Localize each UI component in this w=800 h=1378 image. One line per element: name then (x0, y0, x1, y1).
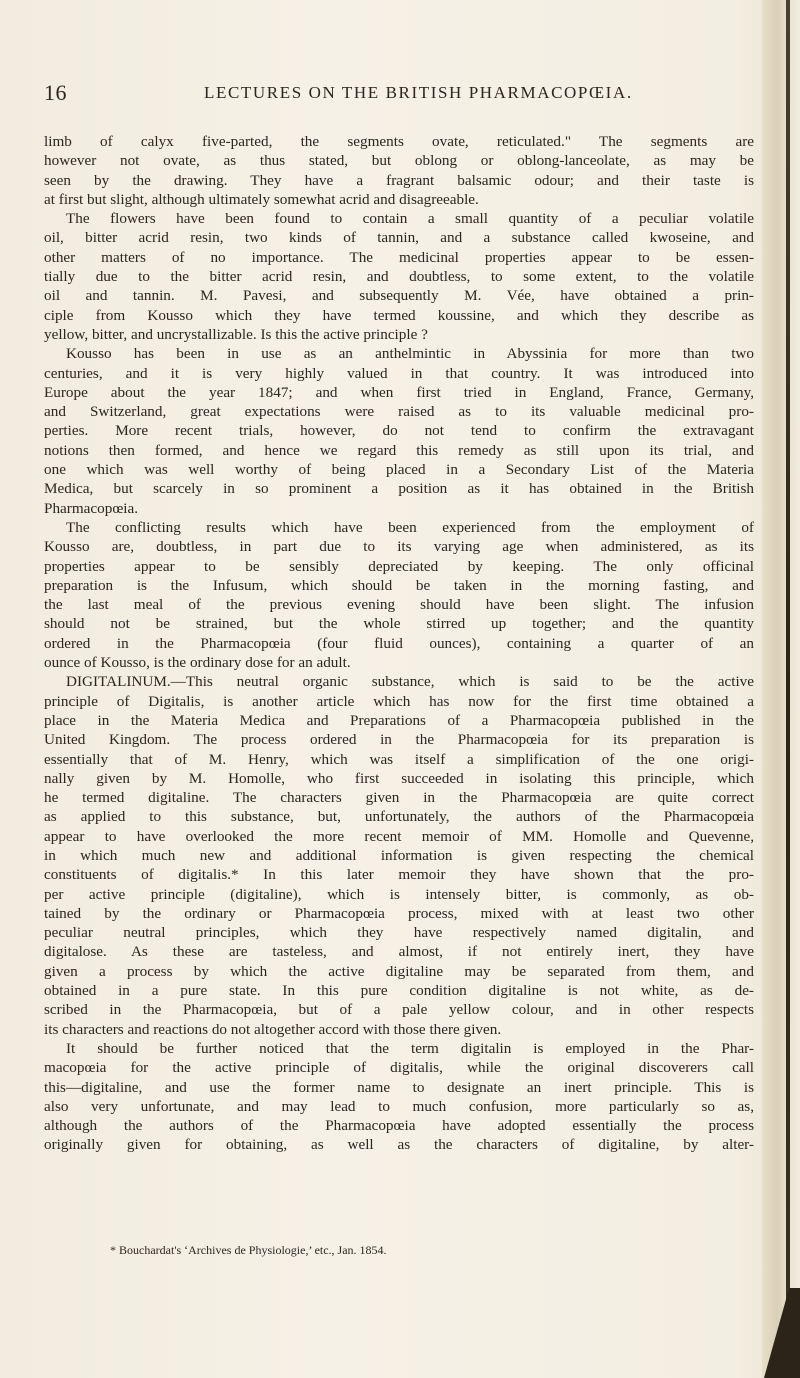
text-line: Medica, but scarcely in so prominent a position as it has obtained in the British (44, 480, 754, 498)
text-line: oil and tannin. M. Pavesi, and subsequently M. Vée, have obtained a prin- (44, 287, 754, 305)
text-line: tially due to the bitter acrid resin, and doubtless, to some extent, to the volatile (44, 268, 754, 286)
text-line: properties appear to be sensibly depreciated by keeping. The only officinal (44, 557, 754, 575)
text-line: United Kingdom. The process ordered in the Pharmacopœia for its preparation is (44, 731, 754, 749)
text-line: The conflicting results which have been experienced from the employment of (66, 518, 754, 536)
text-line: It should be further noticed that the term digitalin is employed in the Phar- (66, 1039, 754, 1057)
text-line: ounce of Kousso, is the ordinary dose for an adult. (44, 654, 351, 672)
text-line: at first but slight, although ultimately somewhat acrid and disagreeable. (44, 190, 479, 208)
book-binding-edge (786, 0, 790, 1378)
text-line: one which was well worthy of being placed in a Secondary List of the Materia (44, 461, 754, 479)
text-line: obtained in a pure state. In this pure condition digitaline is not white, as de- (44, 982, 754, 1000)
text-line: this—digitaline, and use the former name to designate an inert principle. This is (44, 1078, 754, 1096)
text-line: per active principle (digitaline), which is intensely bitter, is commonly, as ob- (44, 885, 754, 903)
text-line: its characters and reactions do not altogether accord with those there given. (44, 1020, 502, 1038)
text-line: limb of calyx five-parted, the segments ovate, reticulated." The segments are (44, 133, 754, 150)
text-line: appear to have overlooked the more recent memoir of MM. Homolle and Quevenne, (44, 827, 754, 845)
text-line: nally given by M. Homolle, who first succeeded in isolating this principle, which (44, 769, 754, 787)
text-line: seen by the drawing. They have a fragrant balsamic odour; and their taste is (44, 171, 754, 189)
text-line: oil, bitter acrid resin, two kinds of tannin, and a substance called kwoseine, and (44, 229, 754, 247)
text-line: should not be strained, but the whole stirred up together; and the quantity (44, 615, 754, 633)
text-line: originally given for obtaining, as well as the characters of digitaline, by alter- (44, 1136, 754, 1154)
text-line: place in the Materia Medica and Preparations of a Pharmacopœia published in the (44, 711, 754, 729)
footnote: * Bouchardat's ‘Archives de Physiologie,’ etc., Jan. 1854. (110, 1243, 387, 1257)
text-line: given a process by which the active digitaline may be separated from them, and (44, 962, 754, 980)
text-line: however not ovate, as thus stated, but oblong or oblong-lanceolate, as may be (44, 152, 754, 170)
text-line: DIGITALINUM.—This neutral organic substance, which is said to be the active (66, 673, 754, 691)
running-head: LECTURES ON THE BRITISH PHARMACOPŒIA. (204, 83, 633, 102)
text-line: ordered in the Pharmacopœia (four fluid ounces), containing a quarter of an (44, 634, 754, 652)
text-line: The flowers have been found to contain a small quantity of a peculiar volatile (66, 210, 754, 228)
text-line: other matters of no importance. The medicinal properties appear to be essen- (44, 248, 754, 266)
text-line: Europe about the year 1847; and when first tried in England, France, Germany, (44, 383, 754, 401)
text-line: preparation is the Infusum, which should be taken in the morning fasting, and (44, 576, 754, 594)
text-line: as applied to this substance, but, unfortunately, the authors of the Pharmacopœia (44, 808, 754, 826)
text-line: principle of Digitalis, is another article which has now for the first time obtained a (44, 692, 754, 710)
text-line: Kousso are, doubtless, in part due to its varying age when administered, as its (44, 538, 754, 556)
page-header (44, 80, 756, 106)
text-line: digitalose. As these are tasteless, and almost, if not entirely inert, they have (44, 943, 754, 961)
text-line: constituents of digitalis.* In this later memoir they have shown that the pro- (44, 866, 754, 884)
text-line: peculiar neutral principles, which they have respectively named digitalin, and (44, 924, 754, 942)
page-number: 16 (44, 80, 67, 105)
text-line: ciple from Kousso which they have termed koussine, and which they describe as (44, 306, 754, 324)
text-line: in which much new and additional information is given respecting the chemical (44, 846, 754, 864)
text-line: scribed in the Pharmacopœia, but of a pale yellow colour, and in other respects (44, 1001, 754, 1019)
text-line: Pharmacopœia. (44, 499, 139, 517)
text-line: yellow, bitter, and uncrystallizable. Is this the active principle ? (44, 325, 428, 343)
text-line: he termed digitaline. The characters given in the Pharmacopœia are quite correct (44, 789, 754, 807)
text-line: although the authors of the Pharmacopœia have adopted essentially the process (44, 1117, 754, 1135)
text-line: the last meal of the previous evening should have been slight. The infusion (44, 596, 754, 614)
body-text (44, 132, 754, 1155)
text-line: also very unfortunate, and may lead to much confusion, more particularly so as, (44, 1097, 754, 1115)
text-line: Kousso has been in use as an anthelmintic in Abyssinia for more than two (66, 345, 754, 363)
text-line: notions then formed, and hence we regard this remedy as still upon its trial, and (44, 441, 754, 459)
text-line: tained by the ordinary or Pharmacopœia process, mixed with at least two other (44, 904, 754, 922)
text-line: macopœia for the active principle of digitalis, while the original discoverers call (44, 1059, 754, 1077)
text-line: centuries, and it is very highly valued in that country. It was introduced into (44, 364, 754, 382)
book-spine-shadow (762, 0, 800, 1378)
text-line: and Switzerland, great expectations were raised as to its valuable medicinal pro- (44, 403, 754, 421)
text-line: perties. More recent trials, however, do not tend to confirm the extravagant (44, 422, 754, 440)
text-line: essentially that of M. Henry, which was itself a simplification of the one origi- (44, 750, 754, 768)
